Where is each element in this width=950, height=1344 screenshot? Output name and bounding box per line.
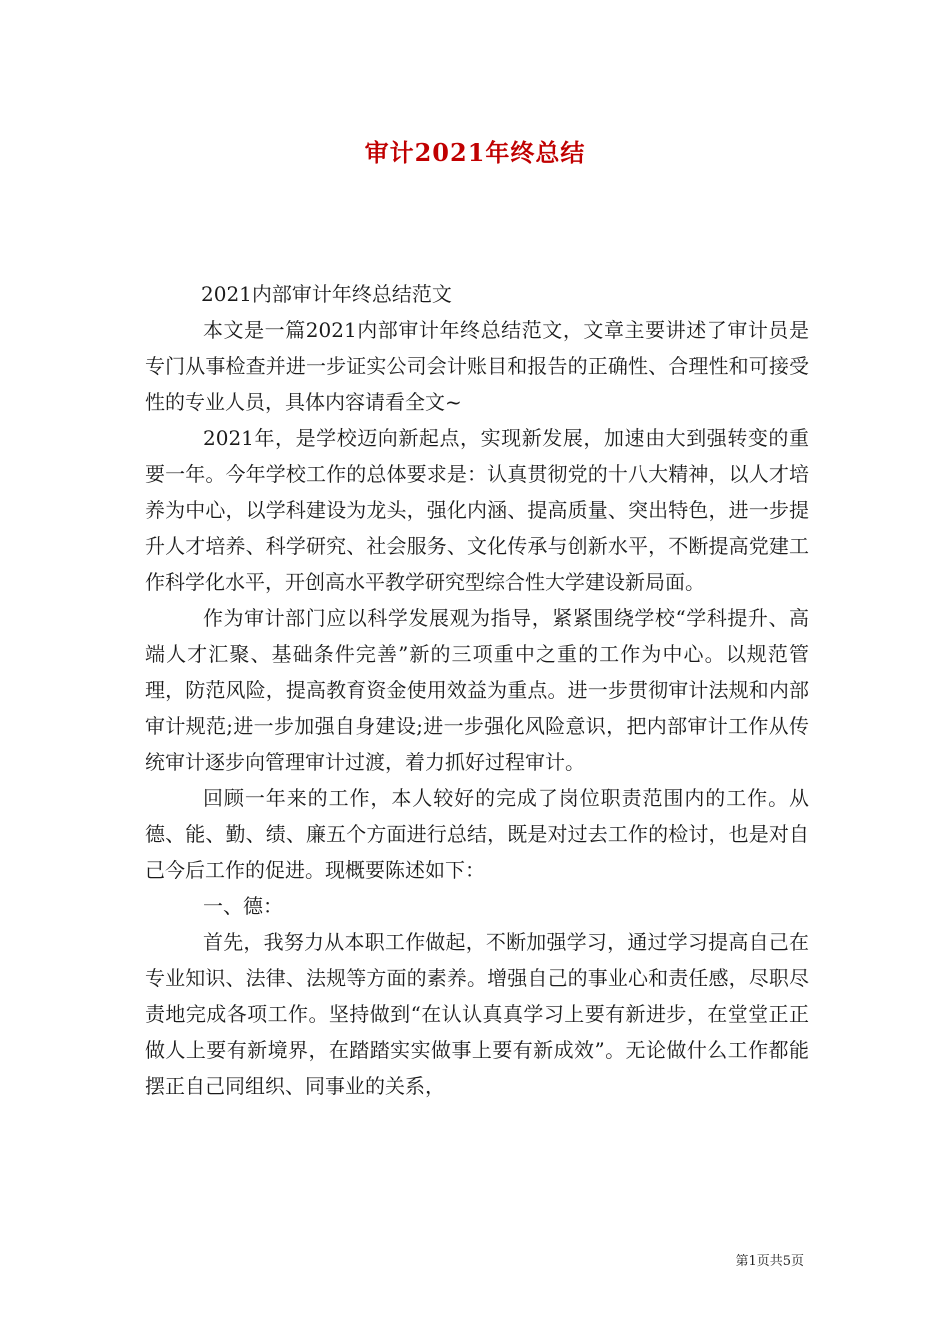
paragraph-review: 回顾一年来的工作，本人较好的完成了岗位职责范围内的工作。从德、能、勤、绩、廉五个方面进行总结，既是对过去工作的检讨，也是对自己今后工作的促进。现概要陈述如下：: [145, 786, 809, 882]
document-subtitle: 2021内部审计年终总结范文: [201, 282, 452, 306]
document-title: 审计2021年终总结: [364, 138, 586, 167]
section-heading-de: 一、德：: [203, 894, 283, 918]
document-body: [145, 276, 809, 1104]
paragraph-audit-department: 作为审计部门应以科学发展观为指导，紧紧围绕学校“学科提升、高端人才汇聚、基础条件完善”新的三项重中之重的工作为中心。以规范管理，防范风险，提高教育资金使用效益为重点。进一步贯彻审计法规和内部审计规范;进一步加强自身建设;进一步强化风险意识，把内部审计工作从传统审计逐步向管理审计过渡，着力抓好过程审计。: [145, 606, 809, 774]
paragraph-2021-overview: 2021年，是学校迈向新起点，实现新发展，加速由大到强转变的重要一年。今年学校工作的总体要求是：认真贯彻党的十八大精神，以人才培养为中心，以学科建设为龙头，强化内涵、提高质量、突出特色，进一步提升人才培养、科学研究、社会服务、文化传承与创新水平，不断提高党建工作科学化水平，开创高水平教学研究型综合性大学建设新局面。: [145, 426, 809, 594]
paragraph-de-content: 首先，我努力从本职工作做起，不断加强学习，通过学习提高自己在专业知识、法律、法规等方面的素养。增强自己的事业心和责任感，尽职尽责地完成各项工作。坚持做到“在认认真真学习上要有新进步，在堂堂正正做人上要有新境界，在踏踏实实做事上要有新成效”。无论做什么工作都能摆正自己同组织、同事业的关系，: [145, 930, 809, 1098]
paragraph-intro: 本文是一篇2021内部审计年终总结范文，文章主要讲述了审计员是专门从事检查并进一步证实公司会计账目和报告的正确性、合理性和可接受性的专业人员，具体内容请看全文~: [145, 318, 809, 414]
page-number: 第1页共5页: [735, 1254, 804, 1269]
